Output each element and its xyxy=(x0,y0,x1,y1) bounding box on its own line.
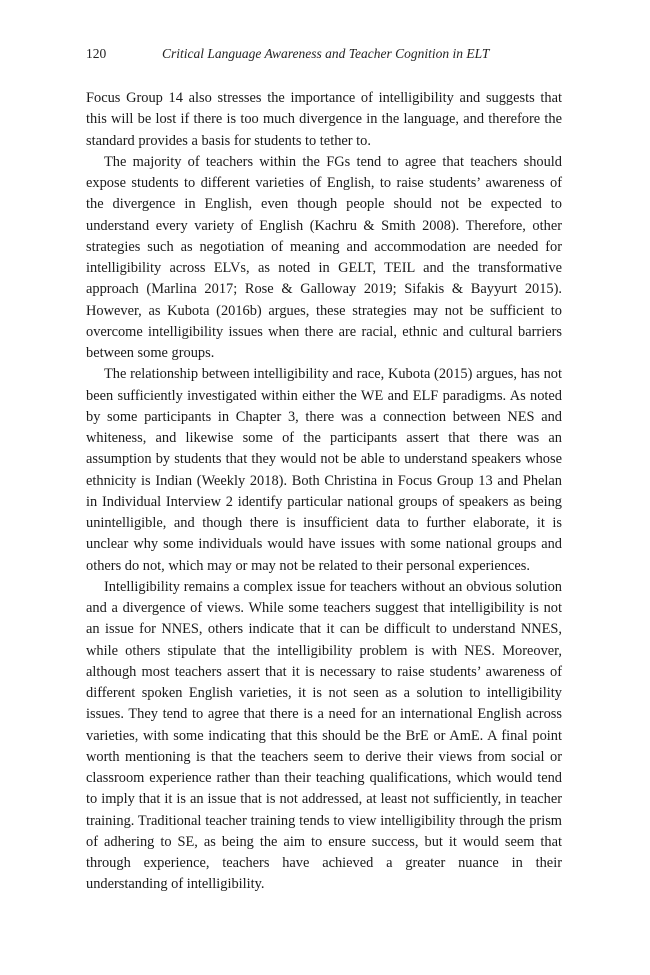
paragraph-1: Focus Group 14 also stresses the importance of intelligibility and suggests that this will be lost if there is too much divergence in the language, and therefore the standard provides a basis for students to tether to. xyxy=(86,90,562,149)
body-text xyxy=(86,88,562,896)
paragraph-4: Intelligibility remains a complex issue for teachers without an obvious solution and a divergence of views. While some teachers suggest that intelligibility is not an issue for NNES, others indicate that it can be difficult to understand NNES, while others stipulate that the intelligibility problem is with NES. Moreover, although most teachers assert that it is necessary to raise students’ awareness of different spoken English varieties, it is not seen as a solution to intelligibility issues. They tend to agree that there is a need for an international English across varieties, with some indicating that this should be the BrE or AmE. A final point worth mentioning is that the teachers seem to derive their views from social or classroom experience rather than their teaching qualifications, which would tend to imply that it is an issue that is not addressed, at least not sufficiently, in teacher training. Traditional teacher training tends to view intelligibility through the prism of adhering to SE, as being the aim to ensure success, but it would seem that through experience, teachers have achieved a greater nuance in their understanding of intelligibility. xyxy=(86,578,562,893)
page-number: 120 xyxy=(86,46,107,61)
running-title: Critical Language Awareness and Teacher Cognition in ELT xyxy=(162,46,490,61)
paragraph-3: The relationship between intelligibility and race, Kubota (2015) argues, has not been sufficiently investigated within either the WE and ELF paradigms. As noted by some participants in Chapter 3, there was a connection between NES and whiteness, and likewise some of the participants assert that there was an assumption by students that they would not be able to understand speakers whose ethnicity is Indian (Weekly 2018). Both Christina in Focus Group 13 and Phelan in Individual Interview 2 identify particular national groups of speakers as being unintelligible, and though there is insufficient data to further elaborate, it is unclear why some individuals would have issues with some national groups and others do not, which may or may not be related to their personal experiences. xyxy=(86,366,562,574)
paragraph-2: The majority of teachers within the FGs tend to agree that teachers should expose students to different varieties of English, to raise students’ awareness of the divergence in English, even though people should not be expected to understand every variety of English (Kachru & Smith 2008). Therefore, other strategies such as negotiation of meaning and accommodation are needed for intelligibility across ELVs, as noted in GELT, TEIL and the transformative approach (Marlina 2017; Rose & Galloway 2019; Sifakis & Bayyurt 2015). However, as Kubota (2016b) argues, these strategies may not be sufficient to overcome intelligibility issues when there are racial, ethnic and cultural barriers between some groups. xyxy=(86,153,562,361)
running-head xyxy=(86,46,562,64)
